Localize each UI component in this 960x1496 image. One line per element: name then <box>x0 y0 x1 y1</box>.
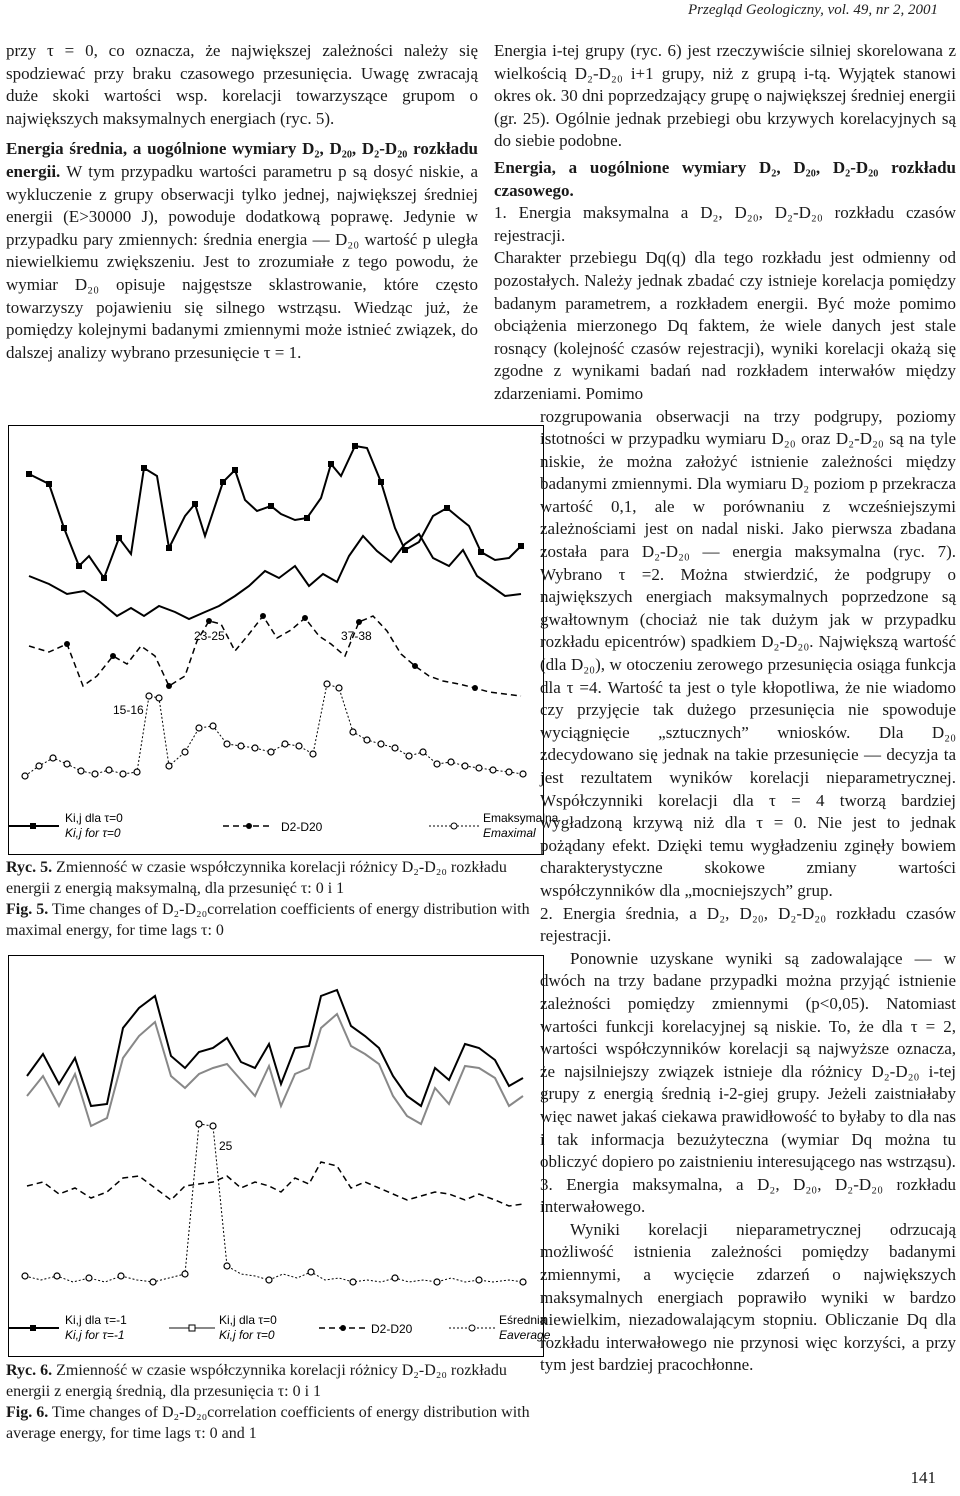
paragraph: W tym przypadku wartości parametru p są dosyć niskie, a wykluczenie z grupy obserwacji tylko jednej, największej średniej energii (E>30000 J), powoduje dodatkową poprawę. Jedynie w przypadku pary zmiennych: średnia energia — D₂₀ wartość p uległa niewielkiemu zwiększeniu. Jest to zrozumiałe z tego powodu, że wymiar D₂₀ opisuje najgęstsze sklastrowanie, które często towarzyszy pojawieniu się silnego wstrząsu. Wiedząc już, że pomiędzy kolejnymi badanymi zmiennymi może istnieć związek, do dalszej analizy wybrano przesunięcie τ = 1. <box>6 161 478 362</box>
figure-6-caption: Ryc. 6. Zmienność w czasie współczynnika korelacji różnicy D₂-D₂₀ rozkładu energii z energią średnią, dla przesunięcia τ: 0 i 1 Fig. 6. Time changes of D₂-D₂₀correlation coefficients of energy distribution with average energy, for time lags τ: 0 and 1 <box>6 1362 530 1442</box>
paragraph: Ponownie uzyskane wyniki są zadowalające — w dwóch na trzy badane przypadki można przyjąć istnienie zależności pomiędzy zmiennymi (p<0,05). Natomiast wartości funkcji korelacyjnej są niskie. To, że dla τ = 2, wartości współczynników korelacji są najwyższe oznacza, że najsilniejszy związek istnieje dla różnicy D₂-D₂₀ i-tej grupy z energią średnią i-2-giej grupy. Jeżeli zaistniałaby więc nawet jakaś ciekawa prawidłowość to byłaby to dla nas i tak informacja bezużyteczna (wymiar Dq można tu obliczyć dopiero po zaistnieniu interesującego nas wstrząsu). <box>540 948 956 1172</box>
right-column <box>494 40 956 1377</box>
label-15-16: 15-16 <box>113 703 144 717</box>
legend-e-pl: Eśrednia <box>499 1313 547 1327</box>
legend-e-pl: Emaksymalna <box>483 811 559 825</box>
legend-k-pl: Ki,j dla τ=0 <box>65 811 123 825</box>
legend-k1-en: Ki,j for τ=-1 <box>65 1328 125 1342</box>
label-25: 25 <box>219 1139 233 1153</box>
paragraph: 1. Energia maksymalna a D₂, D₂₀, D₂-D₂₀ rozkładu czasów rejestracji. <box>494 203 956 245</box>
section-paragraph <box>6 138 478 364</box>
label-23-25: 23-25 <box>194 629 225 643</box>
paragraph: rozgrupowania obserwacji na trzy podgrupy, poziomy istotności w przypadku wymiaru D₂₀ oraz D₂-D₂₀ są na tyle niskie, że można założyć istnienie zależności między badanymi zmiennymi. Dla wymiaru D₂ poziom p przekracza wartość 0,1, ale w porównaniu z wcześniejszymi zależnościami jest on nadal niski. Jako pierwsza zbadana została para D₂-D₂₀ — energia maksymalna (ryc. 7). Wybrano τ =2. Można stwierdzić, że podgrupy o największych energiach maksymalnych poprzedzone są gwałtownym (chociaż nie tak dużym jak w przypadku rozkładu epicentrów) spadkiem D₂-D₂₀. Największą wartość (dla D₂₀), w otoczeniu zerowego przesunięcia osiąga funkcja dla τ =4. Wartość ta jest o tyle kłopotliwa, że nie wiadomo czy przyjęcie tak dużego przesunięcia nie spowoduje wyciągnięcie „sztucznych” wniosków. Dla D₂₀ zdecydowano się jednak na takie przesunięcie — decyzja ta jest rezultatem wyników korelacji nieparametrycznej. Współczynniki korelacji dla τ = 4 tworzą bardziej wygładzoną krzywą niż dla τ = 0. Nie jest to jednak pożądany efekt. Dzięki temu wygładzeniu zginęły bowiem charakterystyczne skokowe zmiany wartości współczynników dla „mocniejszych” grup. <box>540 406 956 900</box>
figure-5 <box>8 425 559 855</box>
legend-e-en: Eaverage <box>499 1328 551 1342</box>
figure-6-plot <box>9 956 551 1356</box>
paragraph: Charakter przebiegu Dq(q) dla tego rozkładu jest odmienny od pozostałych. Należy jednak zbadać czy istnieje korelacja pomiędzy badanym parametrem, a rozkładem energii. Być może pomimo obciążenia mierzonego Dq faktem, że wiele danych jest stale rosnący (kolejność czasów rejestracji), wyniki korelacji okażą się zgodne z wynikami badań nad rozkładem interwałów między zdarzeniami. Pomimo <box>494 248 956 403</box>
page-number: 141 <box>910 1468 936 1487</box>
legend-k0-pl: Ki,j dla τ=0 <box>219 1313 277 1327</box>
figure-6 <box>8 955 551 1357</box>
paragraph: 3. Energia maksymalna, a D₂, D₂₀, D₂-D₂₀ rozkładu interwałowego. <box>540 1174 956 1217</box>
section-heading: Energia, a uogólnione wymiary D₂, D₂₀, D₂-D₂₀ rozkładu czasowego. <box>494 157 956 200</box>
paragraph: 2. Energia średnia, a D₂, D₂₀, D₂-D₂₀ rozkładu czasów rejestracji. <box>540 903 956 946</box>
legend-k0-en: Ki,j for τ=0 <box>219 1328 275 1342</box>
legend-d2d20: D2-D20 <box>281 820 323 834</box>
paragraph: Energia i-tej grupy (ryc. 6) jest rzeczywiście silniej skorelowana z wielkością D₂-D₂₀ i+1 grupy, niż z grupą i-tą. Wyjątek stanowi okres ok. 30 dni poprzedzający grupę o największej średniej energii (gr. 25). Ogólnie jednak przebiegi obu krzywych korelacyjnych są do siebie podobne. <box>494 41 956 151</box>
paragraph: przy τ = 0, co oznacza, że największej zależności należy się spodziewać przy braku czasowego przesunięcia. Uwagę zwracają duże skoki wartości wsp. korelacji towarzyszące grupom o największych maksymalnych energiach (ryc. 5). <box>6 41 478 128</box>
journal-header: Przegląd Geologiczny, vol. 49, nr 2, 2001 <box>688 2 938 18</box>
label-37-38: 37-38 <box>341 629 372 643</box>
legend-d2d20: D2-D20 <box>371 1322 413 1336</box>
paragraph: Wyniki korelacji nieparametrycznej odrzucają możliwość istnienia zależności pomiędzy badanymi zmiennymi, a wycięcie zdarzeń o największych maksymalnych energiach poprawiło wyniki w bardzo niewielkim, niezadowalającym stopniu. Obliczanie Dq dla rozkładu interwałowego nie przynosi więc korzyści, a przy tym jest bardziej pracochłonne. <box>540 1219 956 1375</box>
figure-5-caption: Ryc. 5. Zmienność w czasie współczynnika korelacji różnicy D₂-D₂₀ rozkładu energii z energią maksymalną, dla przesunięć τ: 0 i 1 Fig. 5. Time changes of D₂-D₂₀correlation coefficients of energy distribution with maximal energy, for time lags τ: 0 <box>6 859 530 939</box>
legend-k-en: Ki,j for τ=0 <box>65 826 121 840</box>
section-heading: Energia średnia, a uogólnione wymiary D₂, D₂₀, D₂-D₂₀ rozkładu energii. <box>6 139 478 181</box>
left-column <box>6 40 478 364</box>
text-wrap <box>540 406 956 1378</box>
legend-k1-pl: Ki,j dla τ=-1 <box>65 1313 127 1327</box>
legend-e-en: Emaximal <box>483 826 536 840</box>
figure-5-plot <box>9 426 559 854</box>
